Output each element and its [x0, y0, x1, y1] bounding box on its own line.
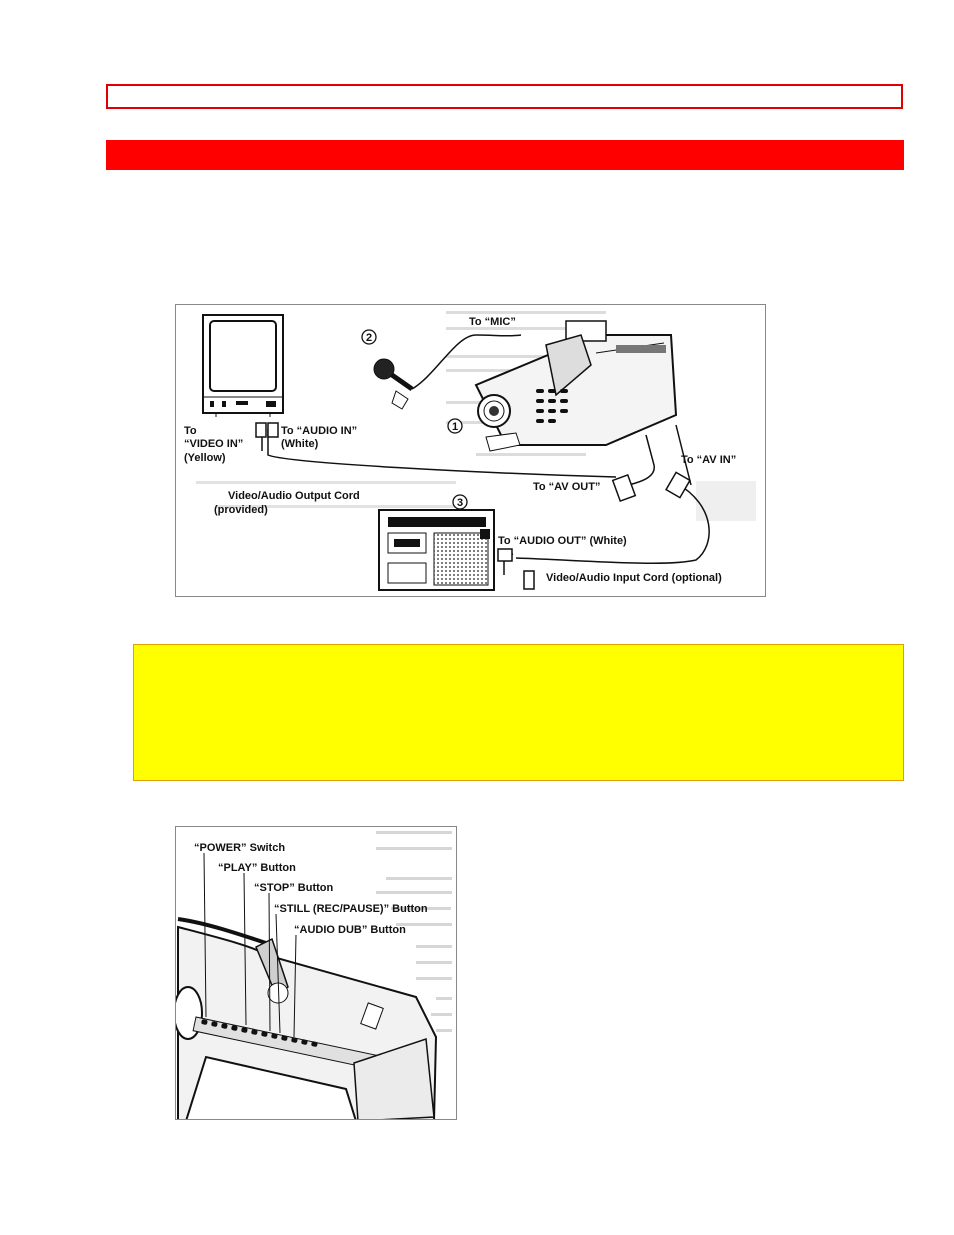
label-still-button: “STILL (REC/PAUSE)” Button [274, 903, 428, 915]
callout-number-2 [362, 330, 376, 344]
button-locations-figure [175, 826, 457, 1120]
label-video-in: “VIDEO IN” [184, 438, 244, 450]
callout-number-1 [448, 419, 462, 433]
camcorder-top-view [176, 919, 436, 1120]
label-to-av-out: To “AV OUT” [533, 481, 601, 493]
label-play-button: “PLAY” Button [218, 862, 296, 874]
label-output-cord: Video/Audio Output Cord [228, 490, 360, 502]
connection-diagram-figure [175, 304, 766, 597]
cassette-recorder [379, 510, 494, 590]
label-to-av-in: To “AV IN” [681, 454, 737, 466]
label-input-cord: Video/Audio Input Cord (optional) [546, 572, 722, 584]
svg-text:3: 3 [456, 497, 464, 509]
television [203, 315, 283, 417]
connection-diagram [176, 305, 766, 597]
label-white: (White) [281, 438, 319, 450]
label-provided: (provided) [214, 504, 268, 516]
button-locations-diagram [176, 827, 457, 1120]
label-power-switch: “POWER” Switch [194, 842, 286, 854]
label-yellow: (Yellow) [184, 452, 226, 464]
svg-text:2: 2 [365, 332, 373, 344]
camcorder [476, 321, 676, 451]
label-audio-dub-button: “AUDIO DUB” Button [294, 924, 406, 936]
label-stop-button: “STOP” Button [254, 882, 334, 894]
label-audio-in: To “AUDIO IN” [281, 425, 358, 437]
note-box [133, 644, 904, 781]
page-title-box [106, 84, 903, 109]
label-audio-out: To “AUDIO OUT” (White) [498, 535, 627, 547]
svg-text:1: 1 [451, 421, 459, 433]
callout-number-3 [453, 495, 467, 509]
section-heading-bar [106, 140, 904, 170]
label-to: To [184, 425, 197, 437]
label-to-mic: To “MIC” [469, 316, 516, 328]
